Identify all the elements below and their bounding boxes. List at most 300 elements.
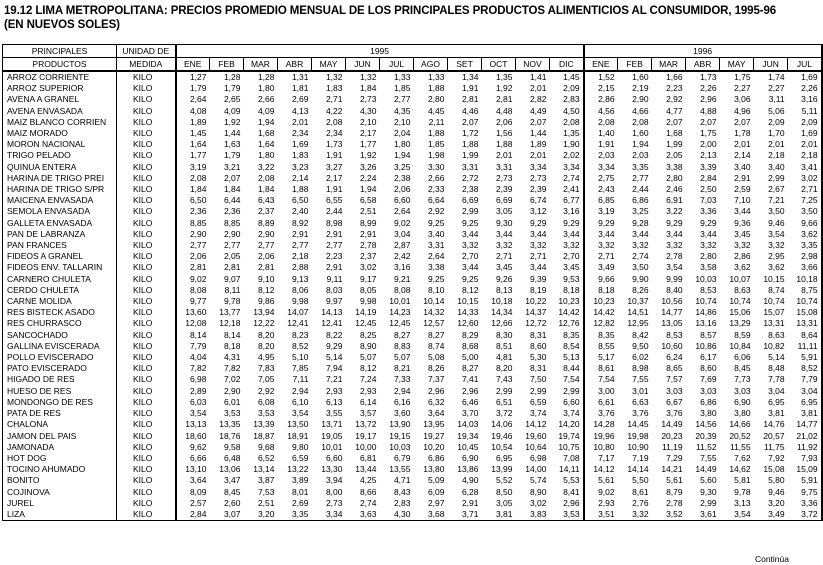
price-cell: 2,71 [529,251,547,262]
price-cell: 6,03 [176,397,210,408]
unit-of-measure: KILO [117,363,176,374]
price-cell: 6,44 [223,195,241,206]
price-cell: 13,86 [457,464,479,475]
price-cell: 7,33 [393,374,411,385]
price-cell: 5,80 [768,475,785,486]
price-cell: 3,54 [768,228,785,239]
price-cell: 3,47 [223,475,241,486]
price-cell: 13,35 [219,419,241,430]
price-cell: 9,98 [359,296,377,307]
table-row [3,128,822,139]
price-cell: 2,78 [666,251,683,262]
price-cell: 7,10 [734,195,751,206]
price-cell: 2,90 [223,228,241,239]
price-cell: 8,85 [223,217,241,228]
price-cell: 18,76 [219,430,241,441]
price-cell: 12,95 [627,318,649,329]
price-cell: 2,91 [461,497,479,508]
price-cell: 7,43 [495,374,513,385]
price-cell: 2,37 [257,206,275,217]
price-cell: 3,83 [516,509,550,521]
price-cell: 3,80 [734,408,751,419]
price-cell: 2,04 [393,128,411,139]
product-name: PAN DE LABRANZA [3,229,117,240]
table-row [3,83,822,94]
price-cell: 3,54 [666,262,683,273]
table-header [3,45,822,72]
price-table [2,44,823,521]
price-cell: 6,91 [666,195,683,206]
price-cell: 1,92 [359,150,377,161]
price-cell: 6,09 [427,486,445,497]
price-cell: 9,30 [495,217,513,228]
price-cell: 2,75 [584,173,618,184]
price-cell: 4,95 [257,352,275,363]
price-cell: 10,82 [763,340,785,351]
price-cell: 2,50 [700,184,717,195]
price-cell: 2,19 [632,83,649,94]
price-cell: 3,30 [427,161,445,172]
price-cell: 5,10 [291,352,309,363]
price-cell: 8,66 [359,486,377,497]
price-cell: 2,60 [223,497,241,508]
price-cell: 3,44 [584,229,618,240]
price-cell: 2,26 [788,83,822,94]
price-cell: 1,77 [359,139,377,150]
price-cell: 2,81 [495,94,513,105]
price-cell: 3,45 [563,262,580,273]
price-cell: 5,07 [359,352,377,363]
header-unit-1: UNIDAD DE [117,45,176,58]
price-cell: 6,48 [223,452,241,463]
price-cell: 2,96 [700,94,717,105]
price-cell: 8,08 [393,284,411,295]
product-name: COJINOVA [3,487,117,498]
price-cell: 2,77 [223,240,241,251]
price-cell: 6,90 [461,452,479,463]
table-row [3,453,822,464]
product-name: MONDONGO DE RES [3,397,117,408]
product-name: CERDO CHULETA [3,285,117,296]
price-cell: 19,74 [558,430,580,441]
price-cell: 6,01 [223,396,241,407]
price-cell: 7,83 [257,363,275,374]
price-cell: 13,80 [423,464,445,475]
price-cell: 1,90 [563,139,580,150]
price-cell: 3,19 [584,206,618,217]
price-cell: 2,77 [393,94,411,105]
price-cell: 3,64 [176,475,210,486]
price-cell: 2,91 [325,228,343,239]
price-cell: 3,54 [291,408,309,419]
price-cell: 1,72 [461,128,479,139]
price-cell: 8,53 [666,329,683,340]
price-cell: 6,46 [461,396,479,407]
price-cell: 7,05 [257,374,275,385]
price-cell: 3,81 [768,408,785,419]
price-cell: 2,93 [584,498,618,509]
price-cell: 1,31 [291,72,309,82]
price-cell: 19,27 [423,430,445,441]
price-cell: 6,86 [427,452,445,463]
price-cell: 13,50 [287,419,309,430]
header-month-1995: DIC [550,58,584,72]
unit-of-measure: KILO [117,442,176,453]
price-cell: 8,92 [291,217,309,228]
price-cell: 2,99 [563,385,580,396]
price-cell: 19,96 [584,431,618,442]
price-cell: 8,41 [563,486,580,497]
price-cell: 3,11 [768,94,785,105]
title-line-2: (EN NUEVOS SOLES) [4,19,120,31]
unit-of-measure: KILO [117,150,176,161]
price-cell: 1,92 [495,83,513,94]
unit-of-measure: KILO [117,509,176,521]
unit-of-measure: KILO [117,139,176,150]
price-cell: 3,44 [529,228,547,239]
price-cell: 14,03 [457,419,479,430]
price-cell: 9,90 [632,273,649,284]
price-cell: 6,79 [393,452,411,463]
price-cell: 2,96 [461,385,479,396]
price-cell: 2,00 [700,139,717,150]
price-cell: 4,04 [176,352,210,363]
product-name: GALLINA EVISCERADA [3,341,117,352]
price-cell: 5,17 [584,352,618,363]
unit-of-measure: KILO [117,262,176,273]
price-cell: 2,90 [257,228,275,239]
price-cell: 3,53 [257,408,275,419]
price-cell: 9,58 [223,441,241,452]
price-cell: 2,92 [427,206,445,217]
unit-of-measure: KILO [117,117,176,128]
unit-of-measure: KILO [117,296,176,307]
price-cell: 2,01 [734,139,751,150]
price-cell: 13,60 [176,307,210,318]
product-name: AVENA ENVASADA [3,106,117,117]
price-cell: 6,64 [427,195,445,206]
price-cell: 3,40 [427,228,445,239]
price-cell: 2,38 [393,172,411,183]
price-cell: 2,70 [461,251,479,262]
price-cell: 6,61 [584,397,618,408]
price-cell: 7,17 [584,453,618,464]
price-cell: 3,87 [257,475,275,486]
price-cell: 8,45 [223,486,241,497]
price-cell: 9,99 [666,273,683,284]
price-cell: 6,58 [359,195,377,206]
price-cell: 6,17 [700,352,717,363]
price-cell: 3,53 [223,408,241,419]
price-cell: 2,34 [325,128,343,139]
price-cell: 8,18 [584,285,618,296]
price-cell: 4,49 [529,105,547,116]
table-row [3,139,822,150]
header-year-1995: 1995 [176,45,584,58]
table-row [3,218,822,229]
price-cell: 9,98 [291,296,309,307]
price-cell: 2,08 [563,116,580,127]
price-cell: 3,02 [359,262,377,273]
price-cell: 8,25 [359,329,377,340]
header-month-1995: SET [448,58,482,72]
price-cell: 3,25 [393,161,411,172]
price-cell: 2,02 [563,150,580,161]
price-cell: 7,54 [584,374,618,385]
price-cell: 1,69 [788,71,822,83]
unit-of-measure: KILO [117,475,176,486]
price-cell: 6,50 [176,195,210,206]
price-cell: 8,30 [495,329,513,340]
price-cell: 14,42 [558,307,580,318]
product-name: MAIZ BLANCO CORRIEN [3,117,117,128]
price-cell: 6,32 [427,396,445,407]
price-cell: 10,18 [491,296,513,307]
table-row [3,330,822,341]
product-name: CARNERO CHULETA [3,274,117,285]
price-cell: 2,08 [632,116,649,127]
product-name: GALLETA ENVASADA [3,218,117,229]
price-cell: 14,19 [355,307,377,318]
price-cell: 1,99 [666,139,683,150]
price-cell: 6,28 [461,486,479,497]
price-cell: 8,64 [788,330,822,341]
price-cell: 6,55 [325,195,343,206]
price-cell: 2,13 [700,150,717,161]
price-cell: 2,84 [176,509,210,521]
price-cell: 2,08 [176,173,210,184]
price-cell: 8,27 [427,329,445,340]
header-month-1996: JUN [754,58,788,72]
product-name: FIDEOS ENV. TALLARIN [3,262,117,273]
price-cell: 2,86 [584,94,618,105]
price-cell: 8,21 [393,363,411,374]
price-cell: 2,89 [176,386,210,397]
price-cell: 1,64 [257,139,275,150]
price-cell: 3,22 [257,161,275,172]
price-cell: 7,37 [427,374,445,385]
price-cell: 10,15 [763,273,785,284]
price-cell: 2,66 [427,172,445,183]
price-cell: 1,70 [768,128,785,139]
product-name: JUREL [3,498,117,509]
table-row [3,150,822,161]
price-cell: 14,51 [627,307,649,318]
price-cell: 2,57 [176,498,210,509]
price-cell: 6,69 [461,195,479,206]
price-cell: 3,16 [393,262,411,273]
table-row [3,117,822,128]
price-cell: 6,13 [325,396,343,407]
price-cell: 14,23 [389,307,411,318]
price-cell: 19,17 [355,430,377,441]
price-cell: 3,54 [720,509,754,521]
price-cell: 1,85 [393,83,411,94]
price-cell: 14,21 [661,464,683,475]
price-cell: 7,92 [768,452,785,463]
price-cell: 3,02 [788,173,822,184]
price-cell: 2,94 [291,385,309,396]
price-cell: 8,90 [529,486,547,497]
price-cell: 15,08 [763,464,785,475]
price-cell: 10,60 [661,340,683,351]
price-cell: 3,45 [495,262,513,273]
price-cell: 5,13 [563,352,580,363]
price-cell: 8,35 [584,330,618,341]
price-cell: 2,81 [257,262,275,273]
price-cell: 9,66 [788,218,822,229]
price-cell: 14,42 [584,307,618,318]
price-cell: 14,76 [763,419,785,430]
table-row [3,509,822,521]
table-row [3,397,822,408]
price-cell: 8,19 [529,284,547,295]
table-row [3,431,822,442]
price-cell: 13,10 [176,464,210,475]
price-cell: 8,31 [529,363,547,374]
price-cell: 3,62 [788,229,822,240]
price-cell: 2,71 [788,184,822,195]
header-month-1996: MAR [652,58,686,72]
price-cell: 13,13 [176,419,210,430]
continues-note: Continúa [754,554,789,564]
price-cell: 9,26 [495,273,513,284]
price-cell: 10,54 [491,441,513,452]
price-cell: 10,00 [355,441,377,452]
price-cell: 7,29 [666,452,683,463]
table-row [3,206,822,217]
price-cell: 2,96 [563,497,580,508]
price-cell: 6,98 [176,374,210,385]
price-cell: 8,74 [768,284,785,295]
price-cell: 3,50 [788,206,822,217]
price-cell: 2,18 [768,150,785,161]
price-cell: 2,83 [393,497,411,508]
price-cell: 3,34 [563,161,580,172]
price-cell: 2,24 [359,172,377,183]
price-cell: 3,21 [223,161,241,172]
price-cell: 2,08 [584,117,618,128]
price-cell: 1,27 [176,71,210,83]
table-row [3,442,822,453]
price-cell: 6,95 [768,396,785,407]
price-cell: 8,68 [461,340,479,351]
product-name: MAIZ MORADO [3,128,117,139]
price-cell: 2,07 [666,116,683,127]
price-cell: 10,23 [558,296,580,307]
price-cell: 10,56 [661,296,683,307]
price-cell: 3,81 [788,408,822,419]
price-cell: 3,35 [278,509,312,521]
price-cell: 2,74 [563,172,580,183]
price-cell: 3,03 [734,385,751,396]
price-cell: 6,16 [393,396,411,407]
unit-of-measure: KILO [117,487,176,498]
price-cell: 4,88 [700,105,717,116]
header-month-1995: MAR [244,58,278,72]
unit-of-measure: KILO [117,330,176,341]
price-cell: 1,94 [257,116,275,127]
price-cell: 3,32 [632,240,649,251]
price-cell: 9,46 [768,486,785,497]
price-cell: 20,57 [763,430,785,441]
price-cell: 2,06 [176,251,210,262]
price-cell: 9,21 [393,273,411,284]
unit-of-measure: KILO [117,419,176,430]
price-cell: 5,74 [529,475,547,486]
price-cell: 2,27 [768,83,785,94]
price-cell: 9,29 [666,217,683,228]
table-row [3,296,822,307]
price-cell: 4,30 [380,509,414,521]
price-cell: 3,32 [495,240,513,251]
price-cell: 6,24 [666,352,683,363]
price-cell: 6,69 [495,195,513,206]
price-cell: 14,49 [695,464,717,475]
price-cell: 2,06 [257,251,275,262]
price-cell: 3,38 [666,161,683,172]
price-cell: 2,17 [325,172,343,183]
price-cell: 2,36 [223,206,241,217]
product-name: CHALONA [3,419,117,430]
price-cell: 1,28 [257,72,275,82]
header-month-1995: JUL [380,58,414,72]
price-cell: 20,23 [661,430,683,441]
price-cell: 2,10 [359,116,377,127]
table-row [3,341,822,352]
price-cell: 20,52 [729,430,751,441]
price-cell: 3,32 [461,240,479,251]
price-cell: 6,63 [632,396,649,407]
price-cell: 2,07 [700,116,717,127]
price-cell: 8,98 [632,363,649,374]
price-cell: 5,60 [700,475,717,486]
price-cell: 8,40 [666,284,683,295]
price-cell: 1,81 [291,83,309,94]
price-cell: 9,46 [768,217,785,228]
price-cell: 1,88 [427,128,445,139]
product-name: PATA DE RES [3,408,117,419]
price-cell: 4,96 [734,105,751,116]
price-cell: 3,32 [563,240,580,251]
price-cell: 3,39 [700,161,717,172]
price-cell: 10,64 [525,441,547,452]
table-row [3,363,822,374]
price-cell: 3,89 [291,475,309,486]
price-cell: 6,90 [734,396,751,407]
price-cell: 14,12 [584,464,618,475]
price-cell: 1,32 [325,72,343,82]
header-month-1995: NOV [516,58,550,72]
price-cell: 8,90 [359,340,377,351]
price-cell: 1,60 [632,72,649,82]
price-cell: 14,86 [695,307,717,318]
price-cell: 2,46 [666,184,683,195]
price-cell: 1,69 [291,139,309,150]
price-cell: 9,28 [632,217,649,228]
price-cell: 2,37 [359,251,377,262]
price-cell: 8,20 [257,329,275,340]
price-cell: 2,90 [632,94,649,105]
price-cell: 3,60 [393,408,411,419]
header-month-1995: ABR [278,58,312,72]
price-cell: 2,38 [461,184,479,195]
price-cell: 2,78 [359,240,377,251]
price-cell: 4,08 [176,106,210,117]
price-cell: 7,55 [632,374,649,385]
price-cell: 5,09 [427,475,445,486]
price-cell: 7,94 [325,363,343,374]
